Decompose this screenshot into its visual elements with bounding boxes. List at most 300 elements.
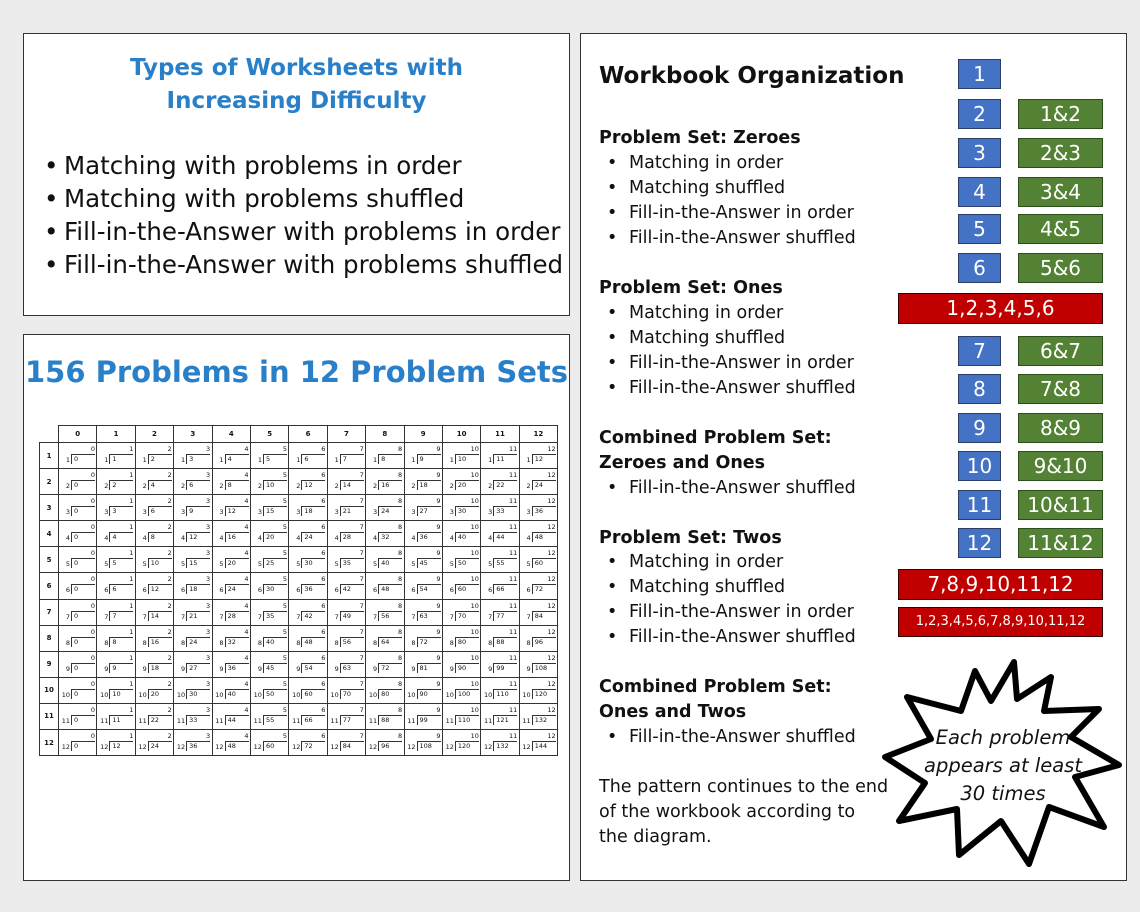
divisor: 2 [411, 482, 416, 491]
quotient: 11 [509, 575, 518, 584]
dividend: 18 [301, 506, 325, 516]
quotient: 10 [470, 601, 479, 610]
quotient: 6 [321, 575, 326, 584]
quotient: 12 [547, 679, 556, 688]
dividend: 36 [417, 532, 441, 542]
division-problem-cell [289, 495, 327, 521]
quotient: 7 [359, 627, 364, 636]
blue-block-12: 12 [958, 528, 1001, 558]
quotient: 1 [129, 627, 134, 636]
division-problem-cell [135, 573, 173, 599]
quotient: 0 [90, 523, 95, 532]
divisor: 8 [142, 638, 147, 647]
dividend: 4 [225, 454, 249, 464]
division-problem-cell [442, 599, 480, 625]
row-header: 2 [40, 469, 59, 495]
division-problem-cell [135, 651, 173, 677]
section-title-line: Combined Problem Set: [599, 677, 832, 697]
division-problem-cell [212, 495, 250, 521]
quotient: 4 [244, 627, 249, 636]
division-problem-cell [250, 730, 288, 756]
divisor: 9 [334, 664, 339, 673]
quotient: 10 [470, 549, 479, 558]
quotient: 9 [436, 575, 441, 584]
division-problem-cell [442, 651, 480, 677]
division-problem-cell [481, 521, 519, 547]
divisor: 5 [411, 560, 416, 569]
dividend: 3 [186, 454, 210, 464]
divisor: 4 [449, 534, 454, 543]
divisor: 6 [257, 586, 262, 595]
dividend: 121 [493, 715, 517, 725]
division-problem-cell [404, 521, 442, 547]
divisor: 8 [219, 638, 224, 647]
divisor: 10 [445, 690, 454, 699]
divisor: 5 [372, 560, 378, 569]
worksheet-types-title [24, 52, 569, 118]
division-problem-cell [366, 521, 404, 547]
dividend: 36 [532, 506, 556, 516]
divisor: 1 [142, 456, 147, 464]
dividend: 6 [148, 506, 172, 516]
quotient: 7 [359, 601, 364, 610]
column-header: 3 [174, 426, 212, 443]
division-problem-cell [212, 469, 250, 495]
division-problem-cell [404, 703, 442, 729]
quotient: 0 [90, 653, 95, 662]
quotient: 5 [282, 549, 287, 558]
quotient: 11 [509, 445, 518, 453]
table-row [40, 730, 558, 756]
divisor: 9 [411, 664, 416, 673]
section-list-twos [607, 550, 856, 650]
divisor: 5 [219, 560, 224, 569]
divisor: 2 [296, 482, 301, 491]
divisor: 8 [104, 638, 109, 647]
list-item: • Matching shuffled [607, 176, 856, 201]
divisor: 1 [488, 456, 493, 464]
dividend: 9 [109, 663, 133, 673]
section-title-twos [599, 526, 782, 551]
division-problem-cell [366, 730, 404, 756]
divisor: 11 [138, 716, 147, 725]
quotient: 4 [244, 575, 249, 584]
divisor: 7 [372, 612, 378, 621]
dividend: 0 [71, 480, 95, 490]
division-problem-cell [250, 599, 288, 625]
dividend: 88 [493, 637, 517, 647]
quotient: 6 [321, 523, 326, 532]
dividend: 0 [71, 506, 95, 516]
division-problem-cell [404, 443, 442, 469]
division-problem-cell [174, 573, 212, 599]
dividend: 70 [340, 689, 364, 699]
dividend: 4 [109, 532, 133, 542]
dividend: 15 [186, 558, 210, 568]
dividend: 55 [263, 715, 287, 725]
division-problem-cell [327, 730, 365, 756]
division-problem-cell [327, 703, 365, 729]
quotient: 6 [321, 497, 326, 506]
division-problem-cell [97, 443, 135, 469]
green-block-10-11: 10&11 [1018, 490, 1103, 520]
quotient: 2 [167, 627, 172, 636]
dividend: 60 [301, 689, 325, 699]
dividend: 5 [109, 558, 133, 568]
quotient: 2 [167, 705, 172, 714]
quotient: 3 [206, 653, 211, 662]
divisor: 12 [176, 743, 186, 752]
quotient: 4 [244, 732, 249, 741]
blue-block-3: 3 [958, 138, 1001, 168]
division-problem-cell [481, 703, 519, 729]
divisor: 2 [181, 482, 186, 491]
division-problem-cell [59, 730, 97, 756]
green-block-2-3: 2&3 [1018, 138, 1103, 168]
division-problem-cell [97, 495, 135, 521]
divisor: 12 [407, 743, 416, 752]
quotient: 9 [436, 679, 441, 688]
dividend: 30 [263, 584, 287, 594]
dividend: 24 [378, 506, 402, 516]
dividend: 81 [417, 663, 441, 673]
dividend: 49 [340, 611, 364, 621]
dividend: 66 [301, 715, 325, 725]
division-problem-cell [442, 495, 480, 521]
division-problem-cell [366, 547, 404, 573]
divisor: 1 [257, 456, 262, 464]
quotient: 0 [90, 627, 95, 636]
division-problem-cell [289, 730, 327, 756]
division-problem-cell [289, 469, 327, 495]
dividend: 7 [109, 611, 133, 621]
dividend: 77 [493, 611, 517, 621]
divisor: 2 [142, 482, 147, 491]
quotient: 4 [244, 549, 249, 558]
quotient: 6 [321, 627, 326, 636]
division-problem-cell [250, 625, 288, 651]
table-row [40, 443, 558, 469]
division-problem-cell [519, 469, 557, 495]
worksheet-types-list [44, 149, 563, 281]
dividend: 14 [148, 611, 172, 621]
blue-block-8: 8 [958, 374, 1001, 404]
quotient: 6 [321, 549, 326, 558]
quotient: 7 [359, 732, 364, 741]
division-problem-cell [366, 495, 404, 521]
divisor: 6 [372, 586, 378, 595]
dividend: 48 [301, 637, 325, 647]
divisor: 1 [65, 456, 70, 464]
division-problem-cell [135, 521, 173, 547]
quotient: 10 [470, 653, 479, 662]
division-problem-cell [174, 625, 212, 651]
quotient: 11 [509, 627, 518, 636]
division-problem-cell [442, 625, 480, 651]
quotient: 9 [436, 523, 441, 532]
quotient: 7 [359, 575, 364, 584]
division-problem-cell [135, 625, 173, 651]
quotient: 6 [321, 732, 326, 741]
division-problem-cell [212, 547, 250, 573]
divisor: 12 [445, 743, 454, 752]
division-problem-cell [250, 703, 288, 729]
divisor: 6 [142, 586, 147, 595]
table-row [40, 573, 558, 599]
dividend: 4 [148, 480, 172, 490]
division-problem-cell [481, 547, 519, 573]
dividend: 10 [109, 689, 133, 699]
divisor: 11 [176, 716, 186, 725]
quotient: 11 [509, 679, 518, 688]
dividend: 72 [378, 663, 402, 673]
table-row [40, 599, 558, 625]
division-problem-cell [481, 469, 519, 495]
list-item: • Fill-in-the-Answer in order [607, 351, 856, 376]
dividend: 64 [378, 637, 402, 647]
quotient: 0 [90, 679, 95, 688]
dividend: 90 [417, 689, 441, 699]
division-problem-cell [442, 443, 480, 469]
divisor: 10 [330, 690, 339, 699]
dividend: 40 [225, 689, 249, 699]
dividend: 16 [148, 637, 172, 647]
division-problem-cell [289, 521, 327, 547]
divisor: 3 [219, 508, 224, 517]
quotient: 4 [244, 445, 249, 453]
list-item: • Matching in order [607, 301, 856, 326]
division-problem-cell [366, 625, 404, 651]
quotient: 6 [321, 653, 326, 662]
quotient: 9 [436, 601, 441, 610]
division-problem-cell [442, 547, 480, 573]
section-title-line: Problem Set: Zeroes [599, 128, 801, 148]
quotient: 3 [206, 627, 211, 636]
division-problem-cell [481, 625, 519, 651]
divisor: 4 [372, 534, 378, 543]
division-problem-cell [250, 443, 288, 469]
quotient: 3 [206, 549, 211, 558]
divisor: 1 [372, 456, 378, 464]
division-problem-cell [366, 703, 404, 729]
quotient: 6 [321, 679, 326, 688]
row-header: 7 [40, 599, 59, 625]
division-problem-cell [59, 469, 97, 495]
divisor: 4 [257, 534, 262, 543]
quotient: 11 [509, 705, 518, 714]
dividend: 12 [301, 480, 325, 490]
quotient: 9 [436, 549, 441, 558]
dividend: 0 [71, 663, 95, 673]
quotient: 4 [244, 523, 249, 532]
division-problem-cell [519, 730, 557, 756]
dividend: 60 [455, 584, 479, 594]
list-item: • Fill-in-the-Answer in order [607, 600, 856, 625]
dividend: 6 [186, 480, 210, 490]
table-row [40, 703, 558, 729]
section-title-ones [599, 276, 783, 301]
divisor: 9 [181, 664, 186, 673]
divisor: 5 [104, 560, 109, 569]
divisor: 3 [142, 508, 147, 517]
divisor: 6 [334, 586, 339, 595]
quotient: 12 [547, 601, 556, 610]
dividend: 28 [225, 611, 249, 621]
divisor: 6 [411, 586, 416, 595]
divisor: 6 [449, 586, 454, 595]
worksheet-types-title-line-1: Types of Worksheets with [130, 55, 463, 81]
divisor: 9 [526, 664, 531, 673]
quotient: 8 [397, 497, 403, 506]
dividend: 99 [493, 663, 517, 673]
divisor: 11 [292, 716, 301, 725]
row-header: 3 [40, 495, 59, 521]
column-header: 0 [59, 426, 97, 443]
quotient: 3 [206, 732, 211, 741]
section-list-zeroes-ones [607, 476, 856, 501]
blue-block-7: 7 [958, 336, 1001, 366]
row-header: 6 [40, 573, 59, 599]
section-title-line: Problem Set: Twos [599, 528, 782, 548]
divisor: 9 [104, 664, 109, 673]
division-problem-cell [212, 599, 250, 625]
quotient: 9 [436, 732, 441, 741]
division-problem-cell [59, 703, 97, 729]
divisor: 7 [104, 612, 109, 621]
divisor: 6 [65, 586, 70, 595]
divisor: 6 [526, 586, 531, 595]
quotient: 12 [547, 705, 556, 714]
divisor: 11 [61, 716, 70, 725]
divisor: 2 [334, 482, 339, 491]
dividend: 0 [71, 532, 95, 542]
quotient: 1 [129, 679, 134, 688]
dividend: 50 [263, 689, 287, 699]
blue-block-9: 9 [958, 413, 1001, 443]
red-block-1-to-12: 1,2,3,4,5,6,7,8,9,10,11,12 [898, 607, 1103, 637]
quotient: 10 [470, 627, 479, 636]
division-problem-cell [289, 677, 327, 703]
row-header: 5 [40, 547, 59, 573]
divisor: 1 [449, 456, 454, 464]
division-problem-cell [59, 495, 97, 521]
division-problem-cell [327, 547, 365, 573]
division-problem-cell [174, 703, 212, 729]
division-problem-cell [97, 625, 135, 651]
division-problem-cell [289, 547, 327, 573]
divisor: 2 [104, 482, 109, 491]
quotient: 8 [397, 523, 403, 532]
dividend: 35 [340, 558, 364, 568]
dividend: 42 [301, 611, 325, 621]
dividend: 44 [225, 715, 249, 725]
division-problem-cell [250, 651, 288, 677]
divisor: 11 [407, 716, 416, 725]
quotient: 5 [282, 471, 287, 480]
quotient: 3 [206, 523, 211, 532]
division-problem-cell [212, 730, 250, 756]
quotient: 2 [167, 732, 172, 741]
division-problem-cell [442, 573, 480, 599]
division-problem-cell [442, 730, 480, 756]
list-item: • Fill-in-the-Answer shuffled [607, 725, 856, 750]
divisor: 7 [449, 612, 454, 621]
division-problem-cell [97, 521, 135, 547]
divisor: 8 [372, 638, 378, 647]
list-item: • Fill-in-the-Answer shuffled [607, 476, 856, 501]
divisor: 7 [296, 612, 301, 621]
division-problem-cell [212, 677, 250, 703]
divisor: 6 [104, 586, 109, 595]
quotient: 9 [436, 445, 441, 453]
division-problem-cell [59, 677, 97, 703]
quotient: 12 [547, 549, 556, 558]
dividend: 80 [378, 689, 402, 699]
dividend: 10 [263, 480, 287, 490]
quotient: 5 [282, 601, 287, 610]
divisor: 5 [142, 560, 147, 569]
quotient: 11 [509, 653, 518, 662]
dividend: 12 [532, 454, 556, 464]
division-problem-cell [174, 730, 212, 756]
division-problem-cell [174, 443, 212, 469]
quotient: 4 [244, 471, 249, 480]
divisor: 12 [138, 743, 147, 752]
dividend: 0 [71, 584, 95, 594]
dividend: 63 [417, 611, 441, 621]
dividend: 77 [340, 715, 364, 725]
divisor: 3 [296, 508, 301, 517]
blue-block-1: 1 [958, 59, 1001, 89]
dividend: 28 [340, 532, 364, 542]
division-problem-cell [250, 495, 288, 521]
column-header: 4 [212, 426, 250, 443]
division-problem-cell [327, 573, 365, 599]
divisor: 1 [334, 456, 339, 464]
dividend: 44 [493, 532, 517, 542]
divisor: 3 [65, 508, 70, 517]
dividend: 30 [186, 689, 210, 699]
section-title-ones-twos [599, 675, 832, 725]
division-problem-cell [481, 495, 519, 521]
dividend: 0 [71, 689, 95, 699]
dividend: 110 [493, 689, 517, 699]
dividend: 24 [532, 480, 556, 490]
quotient: 11 [509, 471, 518, 480]
divisor: 5 [181, 560, 186, 569]
dividend: 54 [417, 584, 441, 594]
quotient: 1 [129, 497, 134, 506]
dividend: 12 [186, 532, 210, 542]
quotient: 8 [397, 653, 403, 662]
divisor: 7 [488, 612, 493, 621]
divisor: 7 [142, 612, 147, 621]
divisor: 4 [104, 534, 109, 543]
row-header: 10 [40, 677, 59, 703]
quotient: 3 [206, 575, 211, 584]
quotient: 3 [206, 445, 211, 453]
quotient: 0 [90, 549, 95, 558]
division-problem-cell [366, 651, 404, 677]
dividend: 108 [532, 663, 556, 673]
quotient: 7 [359, 705, 364, 714]
quotient: 0 [90, 471, 95, 480]
section-title-line: Ones and Twos [599, 702, 747, 722]
dividend: 27 [186, 663, 210, 673]
division-problem-cell [212, 625, 250, 651]
dividend: 66 [493, 584, 517, 594]
quotient: 11 [509, 732, 518, 741]
